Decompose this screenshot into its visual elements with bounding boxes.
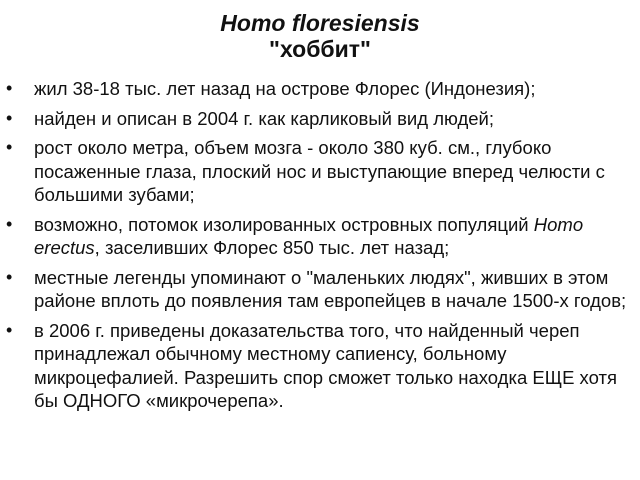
bullet-item-2 <box>0 107 640 131</box>
bullet-icon: • <box>6 266 13 287</box>
bullet-text-italic-species: Homo erectus <box>34 213 584 258</box>
slide-title <box>0 10 640 62</box>
bullet-text-after: , заселивших Флорес 850 тыс. лет назад; <box>94 237 450 258</box>
bullet-list <box>0 77 640 419</box>
bullet-item-5 <box>0 266 640 313</box>
bullet-icon: • <box>6 213 13 234</box>
bullet-text: рост около метра, объем мозга - около 380 куб. см., глубоко посаженные глаза, плоский нос и выступающие вперед челюсти с большими зубами; <box>34 137 605 205</box>
bullet-item-4 <box>0 213 640 260</box>
bullet-item-1 <box>0 77 640 101</box>
bullet-text: местные легенды упоминают о "маленьких людях", живших в этом районе вплоть до появления там европейцев в начале 1500-х годов; <box>34 266 627 311</box>
bullet-text: жил 38-18 тыс. лет назад на острове Флорес (Индонезия); <box>34 78 536 99</box>
bullet-icon: • <box>6 107 13 128</box>
bullet-text-before: возможно, потомок изолированных островных популяций <box>34 213 534 235</box>
title-nickname: "хоббит" <box>269 36 371 62</box>
bullet-text: в 2006 г. приведены доказательства того, что найденный череп принадлежал обычному местному сапиенсу, больному микроцефалией. Разрешить спор сможет только находка ЕЩЕ хотя бы ОДНОГО «микрочерепа». <box>34 319 617 411</box>
bullet-icon: • <box>6 319 13 340</box>
title-species-name: Homo floresiensis <box>220 10 420 36</box>
bullet-item-3 <box>0 136 640 207</box>
bullet-item-6 <box>0 319 640 413</box>
bullet-icon: • <box>6 137 13 157</box>
bullet-text: найден и описан в 2004 г. как карликовый вид людей; <box>34 107 495 129</box>
bullet-icon: • <box>6 78 13 98</box>
